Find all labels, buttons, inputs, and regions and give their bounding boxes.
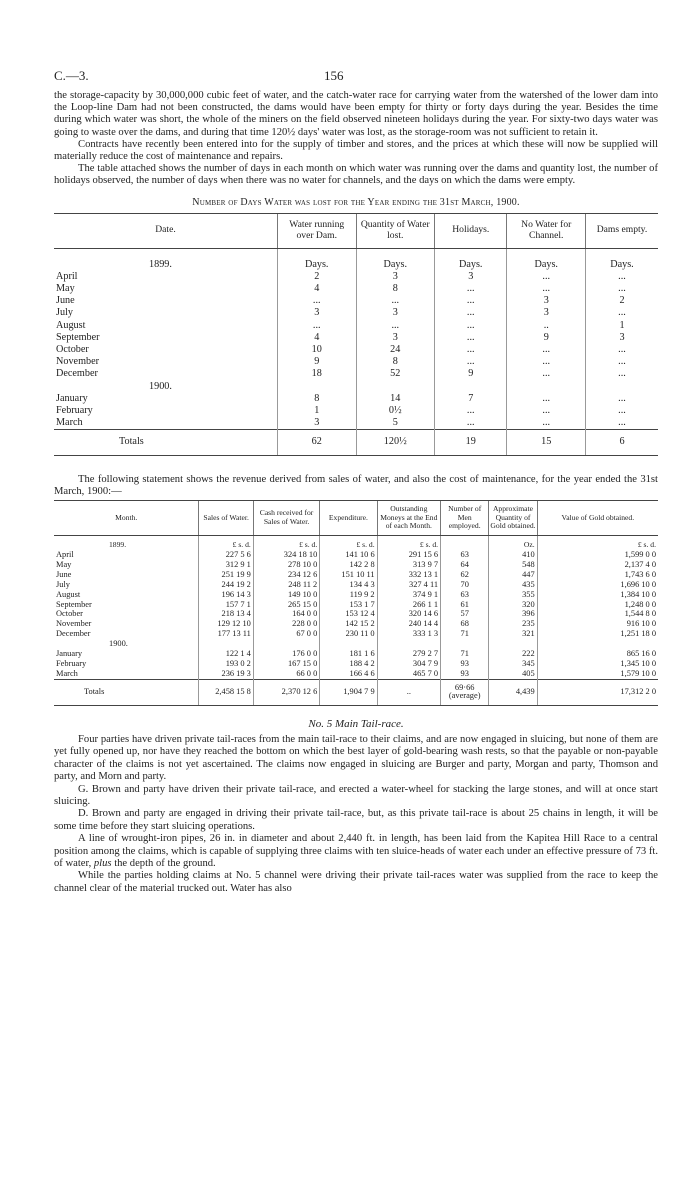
value-cell: 251 19 9 bbox=[199, 570, 253, 580]
unit-label: Days. bbox=[356, 248, 435, 271]
empty-cell bbox=[253, 639, 319, 649]
unit-label: £ s. d. bbox=[253, 536, 319, 550]
value-cell: 67 0 0 bbox=[253, 629, 319, 639]
paragraph: A line of wrought-iron pipes, 26 in. in diameter and about 2,440 ft. in length, has been laid from the Kapitea Hill Race to a central position among the claims, which is capable of supplying three claims with ten sluice-heads of water each under an effective pressure of 73 ft. of water, plus the depth of the ground. bbox=[54, 833, 658, 870]
paragraph: D. Brown and party are engaged in driving their private tail-race, but, as this private tail-race is about 25 chains in length, it will be some time before they start sluicing operations. bbox=[54, 808, 658, 832]
value-cell: 57 bbox=[441, 609, 489, 619]
month-cell: November bbox=[56, 619, 92, 629]
month-cell: August bbox=[56, 319, 86, 331]
value-cell: 196 14 3 bbox=[199, 590, 253, 600]
year-label: 1899. bbox=[149, 258, 172, 270]
month-cell: April bbox=[56, 549, 74, 559]
value-cell: ... bbox=[586, 283, 659, 295]
value-cell: 9 bbox=[277, 356, 356, 368]
paragraph: The table attached shows the number of days in each month on which water was running over the dams and quantity lost, the number of holidays observed, the number of days when there was no water for channels, and the days on which the dams were empty. bbox=[54, 163, 658, 187]
table-row bbox=[54, 629, 658, 639]
month-cell: September bbox=[56, 331, 100, 343]
revenue-intro: The following statement shows the revenue derived from sales of water, and also the cost of maintenance, for the year ended the 31st March, 1900:— bbox=[54, 473, 658, 497]
empty-cell bbox=[507, 381, 586, 393]
value-cell: 52 bbox=[356, 368, 435, 380]
table-row bbox=[54, 344, 658, 356]
unit-label: Days. bbox=[435, 248, 507, 271]
value-cell: 66 0 0 bbox=[253, 669, 319, 679]
table-row bbox=[54, 405, 658, 417]
month-cell: November bbox=[56, 356, 99, 368]
value-cell: 248 11 2 bbox=[253, 580, 319, 590]
month-cell: September bbox=[56, 599, 92, 609]
month-cell: July bbox=[56, 579, 70, 589]
table-row bbox=[54, 320, 658, 332]
month-cell: February bbox=[56, 405, 93, 417]
unit-label bbox=[441, 536, 489, 550]
value-cell: 8 bbox=[356, 356, 435, 368]
table1-caption: Number of Days Water was lost for the Year ending the 31st March, 1900. bbox=[192, 196, 520, 208]
value-cell: 63 bbox=[441, 590, 489, 600]
value-cell: 304 7 9 bbox=[377, 659, 440, 669]
value-cell: 265 15 0 bbox=[253, 600, 319, 610]
value-cell: 218 13 4 bbox=[199, 609, 253, 619]
value-cell: 324 18 10 bbox=[253, 550, 319, 560]
empty-cell bbox=[356, 381, 435, 393]
month-cell: March bbox=[56, 417, 83, 429]
value-cell: 62 bbox=[441, 570, 489, 580]
value-cell: ... bbox=[435, 344, 507, 356]
value-cell: 291 15 6 bbox=[377, 550, 440, 560]
empty-cell bbox=[277, 381, 356, 393]
value-cell: 181 1 6 bbox=[320, 649, 377, 659]
value-cell: ... bbox=[586, 356, 659, 368]
unit-label: Days. bbox=[277, 248, 356, 271]
year-row bbox=[54, 639, 658, 649]
value-cell: 3 bbox=[356, 307, 435, 319]
value-cell: 3 bbox=[507, 307, 586, 319]
value-cell: 93 bbox=[441, 669, 489, 679]
col-men: Number of Men employed. bbox=[441, 501, 489, 536]
value-cell: 3 bbox=[435, 271, 507, 283]
value-cell: ... bbox=[586, 417, 659, 430]
total-cell: .. bbox=[377, 679, 440, 705]
value-cell: ... bbox=[435, 405, 507, 417]
total-men-value: 69·66 bbox=[454, 682, 475, 692]
value-cell: ... bbox=[356, 320, 435, 332]
totals-row bbox=[54, 430, 658, 455]
year-label: 1900. bbox=[109, 639, 128, 649]
value-cell: 1,384 10 0 bbox=[537, 590, 658, 600]
value-cell: 312 9 1 bbox=[199, 560, 253, 570]
col-holidays: Holidays. bbox=[435, 213, 507, 248]
empty-cell bbox=[199, 639, 253, 649]
value-cell: 1,579 10 0 bbox=[537, 669, 658, 679]
value-cell: 10 bbox=[277, 344, 356, 356]
value-cell: ... bbox=[277, 295, 356, 307]
table-row bbox=[54, 609, 658, 619]
col-no-water: No Water for Channel. bbox=[507, 213, 586, 248]
table-row bbox=[54, 295, 658, 307]
value-cell: 142 15 2 bbox=[320, 619, 377, 629]
month-cell: December bbox=[56, 629, 91, 639]
value-cell: 151 10 11 bbox=[320, 570, 377, 580]
value-cell: 149 10 0 bbox=[253, 590, 319, 600]
table-row bbox=[54, 550, 658, 560]
value-cell: 167 15 0 bbox=[253, 659, 319, 669]
value-cell: ... bbox=[507, 271, 586, 283]
total-cell: 2,458 15 8 bbox=[199, 679, 253, 705]
paragraph: the storage-capacity by 30,000,000 cubic feet of water, and the catch-water race for carrying water from the watershed of the lower dam into the Loop-line Dam had not been constructed, the dams would have been empty for thirty or forty days during the year. Besides the time during which water was short, the whole of the miners on the field observed nineteen holidays during the year. For sixty-two days water was going to waste over the dams, and during that time 120½ days' water was lost, as the storage-room was not sufficient to retain it. bbox=[54, 90, 658, 138]
value-cell: 266 1 1 bbox=[377, 600, 440, 610]
value-cell: ... bbox=[435, 320, 507, 332]
value-cell: 176 0 0 bbox=[253, 649, 319, 659]
unit-label: Days. bbox=[507, 248, 586, 271]
value-cell: ... bbox=[586, 307, 659, 319]
section-title: No. 5 Main Tail-race. bbox=[308, 717, 404, 730]
empty-cell bbox=[320, 639, 377, 649]
value-cell: 244 19 2 bbox=[199, 580, 253, 590]
revenue-table bbox=[54, 500, 658, 706]
value-cell: 3 bbox=[586, 332, 659, 344]
table-row bbox=[54, 669, 658, 679]
table-row bbox=[54, 368, 658, 380]
value-cell: 1,696 10 0 bbox=[537, 580, 658, 590]
value-cell: 320 bbox=[489, 600, 537, 610]
value-cell: 9 bbox=[435, 368, 507, 380]
value-cell: ... bbox=[507, 368, 586, 380]
value-cell: 93 bbox=[441, 659, 489, 669]
value-cell: ... bbox=[507, 393, 586, 405]
total-cell: 6 bbox=[586, 430, 659, 455]
total-men-note: (average) bbox=[448, 691, 481, 701]
value-cell: 4 bbox=[277, 332, 356, 344]
value-cell: 134 4 3 bbox=[320, 580, 377, 590]
value-cell: 141 10 6 bbox=[320, 550, 377, 560]
value-cell: 1,599 0 0 bbox=[537, 550, 658, 560]
intro-text bbox=[54, 90, 658, 188]
table-row bbox=[54, 271, 658, 283]
unit-label: £ s. d. bbox=[320, 536, 377, 550]
month-cell: January bbox=[56, 392, 88, 404]
value-cell: 410 bbox=[489, 550, 537, 560]
value-cell: 14 bbox=[356, 393, 435, 405]
value-cell: 8 bbox=[356, 283, 435, 295]
value-cell: 5 bbox=[356, 417, 435, 430]
value-cell: ... bbox=[507, 356, 586, 368]
value-cell: ... bbox=[435, 332, 507, 344]
value-cell: 177 13 11 bbox=[199, 629, 253, 639]
value-cell: 153 1 7 bbox=[320, 600, 377, 610]
paragraph: While the parties holding claims at No. 5 channel were driving their private tail-races water was supplied from the race to keep the channel clear of the material trucked out. Water has also bbox=[54, 870, 658, 894]
value-cell: 230 11 0 bbox=[320, 629, 377, 639]
value-cell: 153 12 4 bbox=[320, 609, 377, 619]
col-expenditure: Expenditure. bbox=[320, 501, 377, 536]
value-cell: ... bbox=[277, 320, 356, 332]
value-cell: 18 bbox=[277, 368, 356, 380]
value-cell: 68 bbox=[441, 619, 489, 629]
empty-cell bbox=[489, 639, 537, 649]
table-row bbox=[54, 590, 658, 600]
value-cell: 1 bbox=[586, 320, 659, 332]
value-cell: 279 2 7 bbox=[377, 649, 440, 659]
empty-cell bbox=[435, 381, 507, 393]
value-cell: 240 14 4 bbox=[377, 619, 440, 629]
total-men-cell bbox=[441, 679, 489, 705]
month-cell: May bbox=[56, 559, 72, 569]
col-gold-value: Value of Gold obtained. bbox=[537, 501, 658, 536]
value-cell: 71 bbox=[441, 629, 489, 639]
table-row bbox=[54, 560, 658, 570]
empty-cell bbox=[586, 381, 659, 393]
value-cell: 2 bbox=[586, 295, 659, 307]
col-date: Date. bbox=[54, 213, 277, 248]
value-cell: 405 bbox=[489, 669, 537, 679]
totals-label: Totals bbox=[54, 679, 199, 705]
month-cell: December bbox=[56, 368, 98, 380]
value-cell: 548 bbox=[489, 560, 537, 570]
value-cell: 71 bbox=[441, 649, 489, 659]
value-cell: 313 9 7 bbox=[377, 560, 440, 570]
value-cell: 321 bbox=[489, 629, 537, 639]
value-cell: 24 bbox=[356, 344, 435, 356]
col-gold-qty: Approximate Quantity of Gold obtained. bbox=[489, 501, 537, 536]
total-cell: 62 bbox=[277, 430, 356, 455]
value-cell: 227 5 6 bbox=[199, 550, 253, 560]
value-cell: 332 13 1 bbox=[377, 570, 440, 580]
value-cell: 345 bbox=[489, 659, 537, 669]
value-cell: ... bbox=[586, 405, 659, 417]
col-sales: Sales of Water. bbox=[199, 501, 253, 536]
value-cell: 278 10 0 bbox=[253, 560, 319, 570]
col-month: Month. bbox=[54, 501, 199, 536]
value-cell: ... bbox=[507, 405, 586, 417]
page-number: 156 bbox=[324, 68, 344, 83]
month-cell: June bbox=[56, 295, 75, 307]
empty-cell bbox=[537, 639, 658, 649]
year-label: 1899. bbox=[109, 540, 127, 550]
value-cell: 70 bbox=[441, 580, 489, 590]
table-row bbox=[54, 393, 658, 405]
value-cell: ... bbox=[435, 307, 507, 319]
col-water-running: Water running over Dam. bbox=[277, 213, 356, 248]
value-cell: 1,345 10 0 bbox=[537, 659, 658, 669]
month-cell: May bbox=[56, 283, 75, 295]
table-row bbox=[54, 307, 658, 319]
empty-cell bbox=[441, 639, 489, 649]
value-cell: 8 bbox=[277, 393, 356, 405]
value-cell: 236 19 3 bbox=[199, 669, 253, 679]
table-row bbox=[54, 649, 658, 659]
value-cell: 327 4 11 bbox=[377, 580, 440, 590]
value-cell: 235 bbox=[489, 619, 537, 629]
value-cell: 355 bbox=[489, 590, 537, 600]
empty-cell bbox=[377, 639, 440, 649]
value-cell: 320 14 6 bbox=[377, 609, 440, 619]
table-row bbox=[54, 332, 658, 344]
unit-label: £ s. d. bbox=[199, 536, 253, 550]
value-cell: ... bbox=[435, 295, 507, 307]
col-outstanding: Outstanding Moneys at the End of each Month. bbox=[377, 501, 440, 536]
month-cell: March bbox=[56, 668, 78, 678]
value-cell: 222 bbox=[489, 649, 537, 659]
total-cell: 120½ bbox=[356, 430, 435, 455]
value-cell: .. bbox=[507, 320, 586, 332]
section-text bbox=[54, 734, 658, 895]
total-cell: 19 bbox=[435, 430, 507, 455]
paragraph: Contracts have recently been entered into for the supply of timber and stores, and the prices at which these will now be supplied will materially reduce the cost of maintenance and repairs. bbox=[54, 138, 658, 163]
value-cell: 193 0 2 bbox=[199, 659, 253, 669]
value-cell: ... bbox=[507, 283, 586, 295]
value-cell: ... bbox=[586, 368, 659, 380]
unit-label: £ s. d. bbox=[377, 536, 440, 550]
table-row bbox=[54, 580, 658, 590]
value-cell: 234 12 6 bbox=[253, 570, 319, 580]
year-row bbox=[54, 381, 658, 393]
month-cell: October bbox=[56, 609, 83, 619]
table-row bbox=[54, 356, 658, 368]
value-cell: 465 7 0 bbox=[377, 669, 440, 679]
value-cell: 129 12 10 bbox=[199, 619, 253, 629]
value-cell: 3 bbox=[277, 307, 356, 319]
table-row bbox=[54, 600, 658, 610]
value-cell: 1,251 18 0 bbox=[537, 629, 658, 639]
month-cell: July bbox=[56, 307, 73, 319]
document-page bbox=[54, 68, 658, 895]
value-cell: 435 bbox=[489, 580, 537, 590]
value-cell: 64 bbox=[441, 560, 489, 570]
value-cell: 2 bbox=[277, 271, 356, 283]
value-cell: 122 1 4 bbox=[199, 649, 253, 659]
value-cell: 63 bbox=[441, 550, 489, 560]
table-row bbox=[54, 619, 658, 629]
total-cell: 2,370 12 6 bbox=[253, 679, 319, 705]
value-cell: 1,248 0 0 bbox=[537, 600, 658, 610]
unit-label: Oz. bbox=[489, 536, 537, 550]
value-cell: ... bbox=[435, 283, 507, 295]
value-cell: 164 0 0 bbox=[253, 609, 319, 619]
value-cell: 916 10 0 bbox=[537, 619, 658, 629]
value-cell: 447 bbox=[489, 570, 537, 580]
month-cell: April bbox=[56, 270, 78, 282]
report-code: C.—3. bbox=[54, 68, 89, 83]
col-cash: Cash received for Sales of Water. bbox=[253, 501, 319, 536]
table-row bbox=[54, 570, 658, 580]
value-cell: 1 bbox=[277, 405, 356, 417]
value-cell: ... bbox=[586, 393, 659, 405]
paragraph: G. Brown and party have driven their private tail-race, and erected a water-wheel for stacking the large stones, and will at once start sluicing. bbox=[54, 783, 658, 807]
value-cell: ... bbox=[356, 295, 435, 307]
year-label: 1900. bbox=[149, 380, 172, 392]
value-cell: 1,743 6 0 bbox=[537, 570, 658, 580]
value-cell: 1,544 8 0 bbox=[537, 609, 658, 619]
table-row bbox=[54, 283, 658, 295]
paragraph: Four parties have driven private tail-races from the main tail-race to their claims, and are now engaged in sluicing, but none of them are yet fully opened up, nor have they reached the bottom on which the best layer of gold-bearing wash rests, so that the payable or non-payable character of the claims is not yet ascertained. The claims now engaged in sluicing are Burger and party, Morgan and party, Thomson and party, and Morn and party. bbox=[54, 733, 658, 783]
value-cell: 865 16 0 bbox=[537, 649, 658, 659]
value-cell: 333 1 3 bbox=[377, 629, 440, 639]
value-cell: 3 bbox=[356, 332, 435, 344]
table-row bbox=[54, 659, 658, 669]
value-cell: 119 9 2 bbox=[320, 590, 377, 600]
unit-label: Days. bbox=[586, 248, 659, 271]
unit-label: £ s. d. bbox=[537, 536, 658, 550]
totals-label: Totals bbox=[54, 430, 277, 455]
value-cell: ... bbox=[435, 356, 507, 368]
total-cell: 17,312 2 0 bbox=[537, 679, 658, 705]
month-cell: August bbox=[56, 589, 81, 599]
days-water-lost-table bbox=[54, 213, 658, 456]
total-cell: 1,904 7 9 bbox=[320, 679, 377, 705]
col-dams-empty: Dams empty. bbox=[586, 213, 659, 248]
value-cell: ... bbox=[507, 344, 586, 356]
value-cell: ... bbox=[586, 271, 659, 283]
value-cell: 4 bbox=[277, 283, 356, 295]
page-header bbox=[54, 68, 658, 90]
value-cell: 142 2 8 bbox=[320, 560, 377, 570]
total-cell: 15 bbox=[507, 430, 586, 455]
value-cell: 2,137 4 0 bbox=[537, 560, 658, 570]
value-cell: 61 bbox=[441, 600, 489, 610]
value-cell: ... bbox=[435, 417, 507, 430]
col-quantity-lost: Quantity of Water lost. bbox=[356, 213, 435, 248]
value-cell: 7 bbox=[435, 393, 507, 405]
value-cell: 3 bbox=[277, 417, 356, 430]
value-cell: 3 bbox=[507, 295, 586, 307]
value-cell: 374 9 1 bbox=[377, 590, 440, 600]
value-cell: 188 4 2 bbox=[320, 659, 377, 669]
value-cell: 396 bbox=[489, 609, 537, 619]
month-cell: February bbox=[56, 658, 87, 668]
value-cell: ... bbox=[507, 417, 586, 430]
value-cell: 0½ bbox=[356, 405, 435, 417]
value-cell: 166 4 6 bbox=[320, 669, 377, 679]
value-cell: 3 bbox=[356, 271, 435, 283]
month-cell: June bbox=[56, 569, 72, 579]
total-cell: 4,439 bbox=[489, 679, 537, 705]
totals-row bbox=[54, 679, 658, 705]
value-cell: 157 7 1 bbox=[199, 600, 253, 610]
table-row bbox=[54, 417, 658, 430]
value-cell: 228 0 0 bbox=[253, 619, 319, 629]
month-cell: October bbox=[56, 344, 89, 356]
value-cell: 9 bbox=[507, 332, 586, 344]
value-cell: ... bbox=[586, 344, 659, 356]
month-cell: January bbox=[56, 649, 83, 659]
